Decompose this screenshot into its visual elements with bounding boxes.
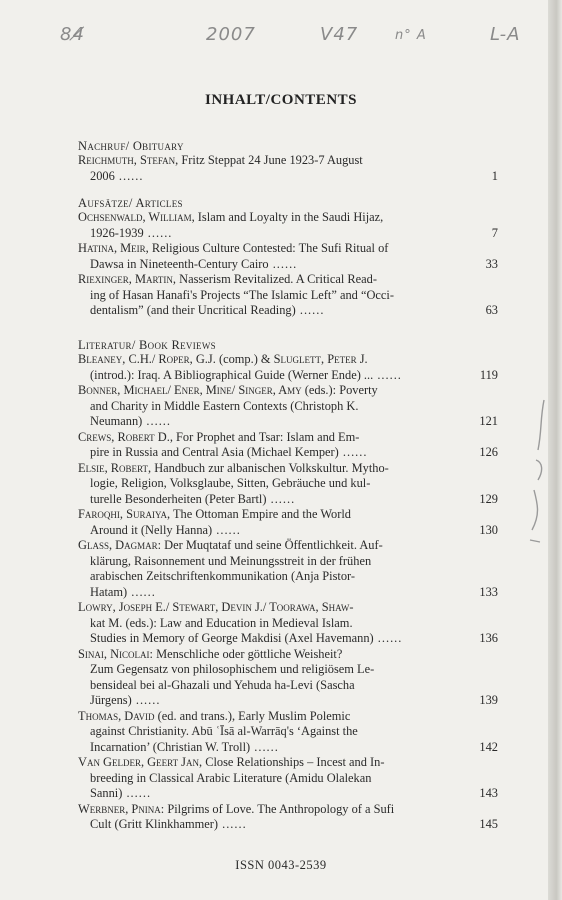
entry-text: Close Relationships – Incest and In- [202, 755, 385, 769]
entry-line [78, 724, 464, 740]
entry-text: dentalism” (and their Uncritical Reading) [90, 303, 296, 317]
entry-text: ing of Hasan Hanafi's Projects “The Islamic Left” and “Occi- [90, 287, 394, 302]
toc-entry [78, 709, 498, 756]
margin-pencil-mark [514, 390, 554, 560]
entry-text: breeding in Classical Arabic Literature (Amidu Olalekan [90, 770, 372, 785]
page-number: 139 [479, 693, 498, 707]
entry-text: Pilgrims of Love. The Anthropology of a Sufi [164, 801, 395, 816]
toc-entry [78, 538, 498, 600]
entry-line [78, 383, 464, 399]
handwritten-note: V47 [320, 24, 359, 45]
entry-text: against Christianity. Abū ʿĪsā al-Warrāq's ‘Against the [90, 724, 358, 738]
entry-author: Werbner, Pnina: [78, 801, 165, 816]
entry-author: Riexinger, Martin, [78, 272, 177, 286]
entry-line [78, 817, 464, 833]
entry-text: Islam and Loyalty in the Saudi Hijaz, [194, 210, 384, 224]
entry-author: Hatina, Meir, [78, 241, 149, 255]
entry-line [78, 771, 464, 787]
entry-author: Sluglett, Peter J. [273, 352, 368, 366]
toc-entry [78, 430, 498, 461]
leader-dots: ...... [250, 739, 279, 754]
entry-line [78, 616, 464, 632]
entry-text: Nasserism Revitalized. A Critical Read- [176, 272, 377, 286]
page-number: 136 [479, 631, 498, 645]
entry-text: Sanni) [90, 786, 123, 800]
entry-author: Van Gelder, Geert Jan, [78, 755, 203, 769]
entry-text: Handbuch zur albanischen Volkskultur. Mytho- [151, 460, 389, 475]
toc-section [78, 338, 498, 833]
entry-text: (eds.): Poverty [301, 383, 378, 397]
entry-line [78, 631, 464, 647]
toc-section [78, 196, 498, 319]
entry-author: Thomas, David [78, 708, 155, 723]
leader-dots: ...... [266, 491, 296, 506]
page-number: 1 [491, 168, 498, 183]
entry-line [78, 368, 464, 384]
entry-line [78, 523, 464, 539]
page-number: 133 [479, 584, 498, 599]
entry-line [78, 430, 464, 446]
entry-text: logie, Religion, Volksglaube, Sitten, Gebräuche und kul- [90, 476, 371, 490]
entry-author: Bonner, Michael/ Ener, Mine/ Singer, Amy [78, 383, 302, 397]
entry-author: Lowry, Joseph E./ Stewart, Devin J./ Toorawa, Shaw- [78, 600, 354, 614]
leader-dots: ...... [212, 522, 241, 537]
toc-entry [78, 507, 498, 538]
entry-line [78, 569, 464, 585]
leader-dots: ...... [127, 584, 156, 599]
entry-text: Cult (Gritt Klinkhammer) [90, 817, 219, 831]
toc-entry [78, 383, 498, 430]
entry-author: Ochsenwald, William, [78, 210, 195, 224]
toc-section [78, 139, 498, 184]
entry-text: Dawsa in Nineteenth-Century Cairo [90, 256, 269, 271]
entry-line [78, 461, 464, 477]
entry-text: Menschliche oder göttliche Weisheit? [152, 646, 343, 661]
page-number: 145 [479, 817, 498, 831]
entry-text: The Ottoman Empire and the World [170, 507, 351, 521]
leader-dots: ...... [373, 367, 402, 382]
toc-entry [78, 153, 498, 184]
leader-dots: ...... [122, 786, 152, 800]
entry-line [78, 786, 464, 802]
entry-text: pire in Russia and Central Asia (Michael Kemper) [90, 445, 339, 459]
entry-text: (introd.): Iraq. A Bibliographical Guide (Werner Ende) ... [90, 367, 374, 382]
entry-text: Around it (Nelly Hanna) [90, 522, 213, 537]
entry-text: Neumann) [90, 414, 143, 428]
entry-author: Elsie, Robert, [78, 460, 152, 475]
entry-line [78, 303, 464, 319]
page-title: INHALT/CONTENTS [205, 92, 357, 108]
entry-author: Faroqhi, Suraiya, [78, 507, 171, 521]
entry-line [78, 288, 464, 304]
entry-line [78, 740, 464, 756]
entry-line [78, 257, 464, 273]
entry-author: Bleaney, C.H./ Roper, G.J. [78, 352, 216, 366]
entry-line [78, 600, 464, 616]
page-number: 129 [479, 491, 498, 506]
entry-text: Der Muqtataf und seine Öffentlichkeit. Auf- [161, 538, 383, 552]
entry-line [78, 662, 464, 678]
entry-line [78, 153, 464, 169]
page-number: 126 [479, 445, 498, 459]
issn-number: ISSN 0043-2539 [235, 858, 327, 872]
page-number: 119 [479, 367, 498, 382]
entry-text: Studies in Memory of George Makdisi (Axel Havemann) [90, 631, 374, 645]
page-number: 33 [485, 256, 498, 271]
entry-line [78, 352, 464, 368]
handwritten-note: L-A [490, 24, 521, 45]
entry-text: Zum Gegensatz von philosophischem und religiösem Le- [90, 662, 375, 676]
toc-entry [78, 241, 498, 272]
entry-text: 1926-1939 [90, 225, 144, 240]
toc-entry [78, 352, 498, 383]
entry-line [78, 226, 464, 242]
entry-author: Reichmuth, Stefan, [78, 153, 179, 167]
page-number: 143 [479, 786, 498, 800]
toc-entry [78, 272, 498, 319]
leader-dots: ...... [143, 225, 173, 240]
entry-line [78, 272, 464, 288]
entry-line [78, 755, 464, 771]
entry-line [78, 210, 464, 226]
entry-line [78, 538, 464, 554]
leader-dots: ...... [114, 168, 144, 183]
toc-entry [78, 461, 498, 508]
entry-text: Hatam) [90, 584, 128, 599]
entry-line [78, 693, 464, 709]
entry-author: Sinai, Nicolai: [78, 646, 153, 661]
page-number: 142 [479, 739, 498, 754]
toc-entry [78, 802, 498, 833]
entry-text: Jürgens) [90, 693, 132, 707]
entry-text: (ed. and trans.), Early Muslim Polemic [154, 708, 351, 723]
entry-text: For Prophet and Tsar: Islam and Em- [172, 429, 360, 444]
entry-text: arabischen Zeitschriftenkommunikation (Anja Pistor- [90, 569, 356, 583]
entry-line [78, 241, 464, 257]
entry-line [78, 445, 464, 461]
entry-text: bensideal bei al-Ghazali und Yehuda ha-Levi (Sascha [90, 677, 355, 692]
page-number: 63 [485, 303, 498, 317]
entry-author: Glaß, Dagmar: [78, 538, 162, 552]
handwritten-note: 2007 [206, 24, 256, 45]
entry-line [78, 647, 464, 663]
entry-text: Religious Culture Contested: The Sufi Ritual of [148, 241, 389, 255]
page-number: 121 [479, 414, 498, 428]
leader-dots: ...... [295, 303, 325, 317]
handwritten-note: 84̸ [60, 24, 85, 45]
entry-line [78, 554, 464, 570]
entry-text: kat M. (eds.): Law and Education in Medieval Islam. [90, 615, 353, 630]
entry-line [78, 585, 464, 601]
entry-line [78, 476, 464, 492]
page-number: 130 [479, 522, 498, 537]
handwritten-note: n° A [395, 28, 427, 43]
entry-line [78, 507, 464, 523]
entry-text: and Charity in Middle Eastern Contexts (Christoph K. [90, 398, 359, 413]
entry-line [78, 399, 464, 415]
leader-dots: ...... [218, 817, 247, 831]
entry-line [78, 414, 464, 430]
entry-line [78, 678, 464, 694]
section-heading: Literatur/ Book Reviews [78, 338, 216, 352]
entry-text: 2006 [90, 168, 115, 183]
entry-line [78, 709, 464, 725]
section-heading: Aufsätze/ Articles [78, 196, 183, 210]
toc-entry [78, 210, 498, 241]
entry-text: Fritz Steppat 24 June 1923-7 August [178, 153, 363, 167]
entry-author: Crews, Robert D., [78, 429, 173, 444]
leader-dots: ...... [268, 256, 298, 271]
toc-entry [78, 647, 498, 709]
leader-dots: ...... [338, 445, 368, 459]
toc-entry [78, 600, 498, 647]
toc-entry [78, 755, 498, 802]
entry-line [78, 492, 464, 508]
entry-text: turelle Besonderheiten (Peter Bartl) [90, 491, 267, 506]
entry-text: (comp.) & [215, 352, 274, 366]
leader-dots: ...... [142, 414, 171, 428]
entry-line [78, 802, 464, 818]
entry-text: Incarnation’ (Christian W. Troll) [90, 739, 251, 754]
entry-line [78, 169, 464, 185]
leader-dots: ...... [131, 693, 161, 707]
entry-text: klärung, Raisonnement und Meinungsstreit in der frühen [90, 553, 372, 568]
section-heading: Nachruf/ Obituary [78, 139, 184, 153]
page-number: 7 [491, 225, 498, 240]
leader-dots: ...... [373, 631, 403, 645]
